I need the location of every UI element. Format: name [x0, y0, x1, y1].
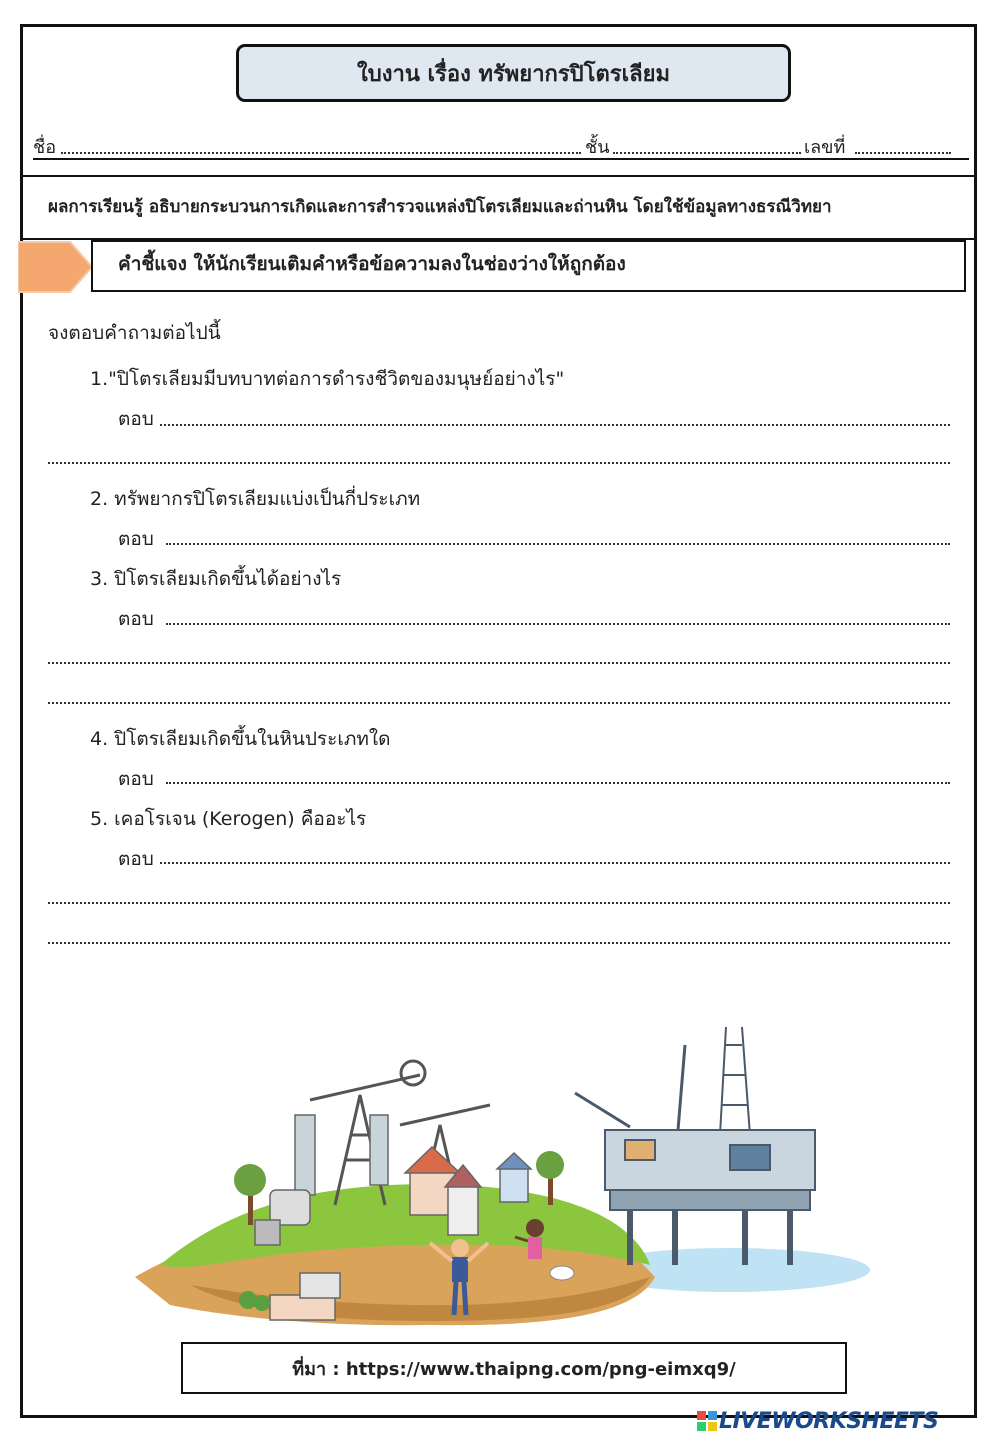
liveworksheets-logo: [697, 1409, 938, 1434]
pumpjack-icon: [310, 1061, 425, 1205]
question-5: 5. เคอโรเจน (Kerogen) คืออะไร: [90, 808, 367, 830]
name-field[interactable]: [61, 152, 581, 154]
divider: [22, 175, 977, 177]
answer-label: ตอบ: [118, 608, 154, 630]
answer-5-line-3[interactable]: [48, 942, 950, 944]
question-1: 1."ปิโตรเลียมมีบทบาทต่อการดำรงชีวิตของมนุษย์อย่างไร": [90, 368, 565, 390]
answer-label: ตอบ: [118, 848, 154, 870]
arrow-icon: [18, 240, 94, 294]
answer-1-line-2[interactable]: [48, 462, 950, 464]
answer-3-line-1[interactable]: [166, 623, 950, 625]
answer-label: ตอบ: [118, 528, 154, 550]
question-2: 2. ทรัพยากรปิโตรเลียมแบ่งเป็นกี่ประเภท: [90, 488, 421, 510]
class-label: ชั้น: [585, 137, 610, 158]
number-field[interactable]: [855, 152, 951, 154]
logo-icon: [697, 1411, 717, 1431]
answer-label: ตอบ: [118, 408, 154, 430]
source-citation: ที่มา : https://www.thaipng.com/png-eimxq9/: [181, 1342, 847, 1394]
student-info-line: [33, 132, 969, 160]
class-field[interactable]: [613, 152, 801, 154]
question-3: 3. ปิโตรเลียมเกิดขึ้นได้อย่างไร: [90, 568, 342, 590]
questions-intro: จงตอบคำถามต่อไปนี้: [48, 322, 221, 344]
answer-3-line-2[interactable]: [48, 662, 950, 664]
answer-5-line-1[interactable]: [160, 862, 950, 864]
answer-label: ตอบ: [118, 768, 154, 790]
petroleum-illustration: [130, 1015, 875, 1335]
name-label: ชื่อ: [33, 137, 57, 158]
question-4: 4. ปิโตรเลียมเกิดขึ้นในหินประเภทใด: [90, 728, 391, 750]
answer-4-line-1[interactable]: [166, 782, 950, 784]
instruction-text: คำชี้แจง ให้นักเรียนเติมคำหรือข้อความลงในช่องว่างให้ถูกต้อง: [118, 253, 626, 275]
learning-objective: ผลการเรียนรู้ อธิบายกระบวนการเกิดและการสำรวจแหล่งปิโตรเลียมและถ่านหิน โดยใช้ข้อมูลทางธรณีวิทยา: [48, 197, 832, 217]
answer-1-line-1[interactable]: [160, 424, 950, 426]
number-label: เลขที่: [804, 137, 846, 158]
answer-3-line-3[interactable]: [48, 702, 950, 704]
logo-text: LIVEWORKSHEETS: [719, 1409, 939, 1434]
answer-5-line-2[interactable]: [48, 902, 950, 904]
answer-2-line-1[interactable]: [166, 543, 950, 545]
worksheet-title: ใบงาน เรื่อง ทรัพยากรปิโตรเลียม: [236, 44, 791, 102]
